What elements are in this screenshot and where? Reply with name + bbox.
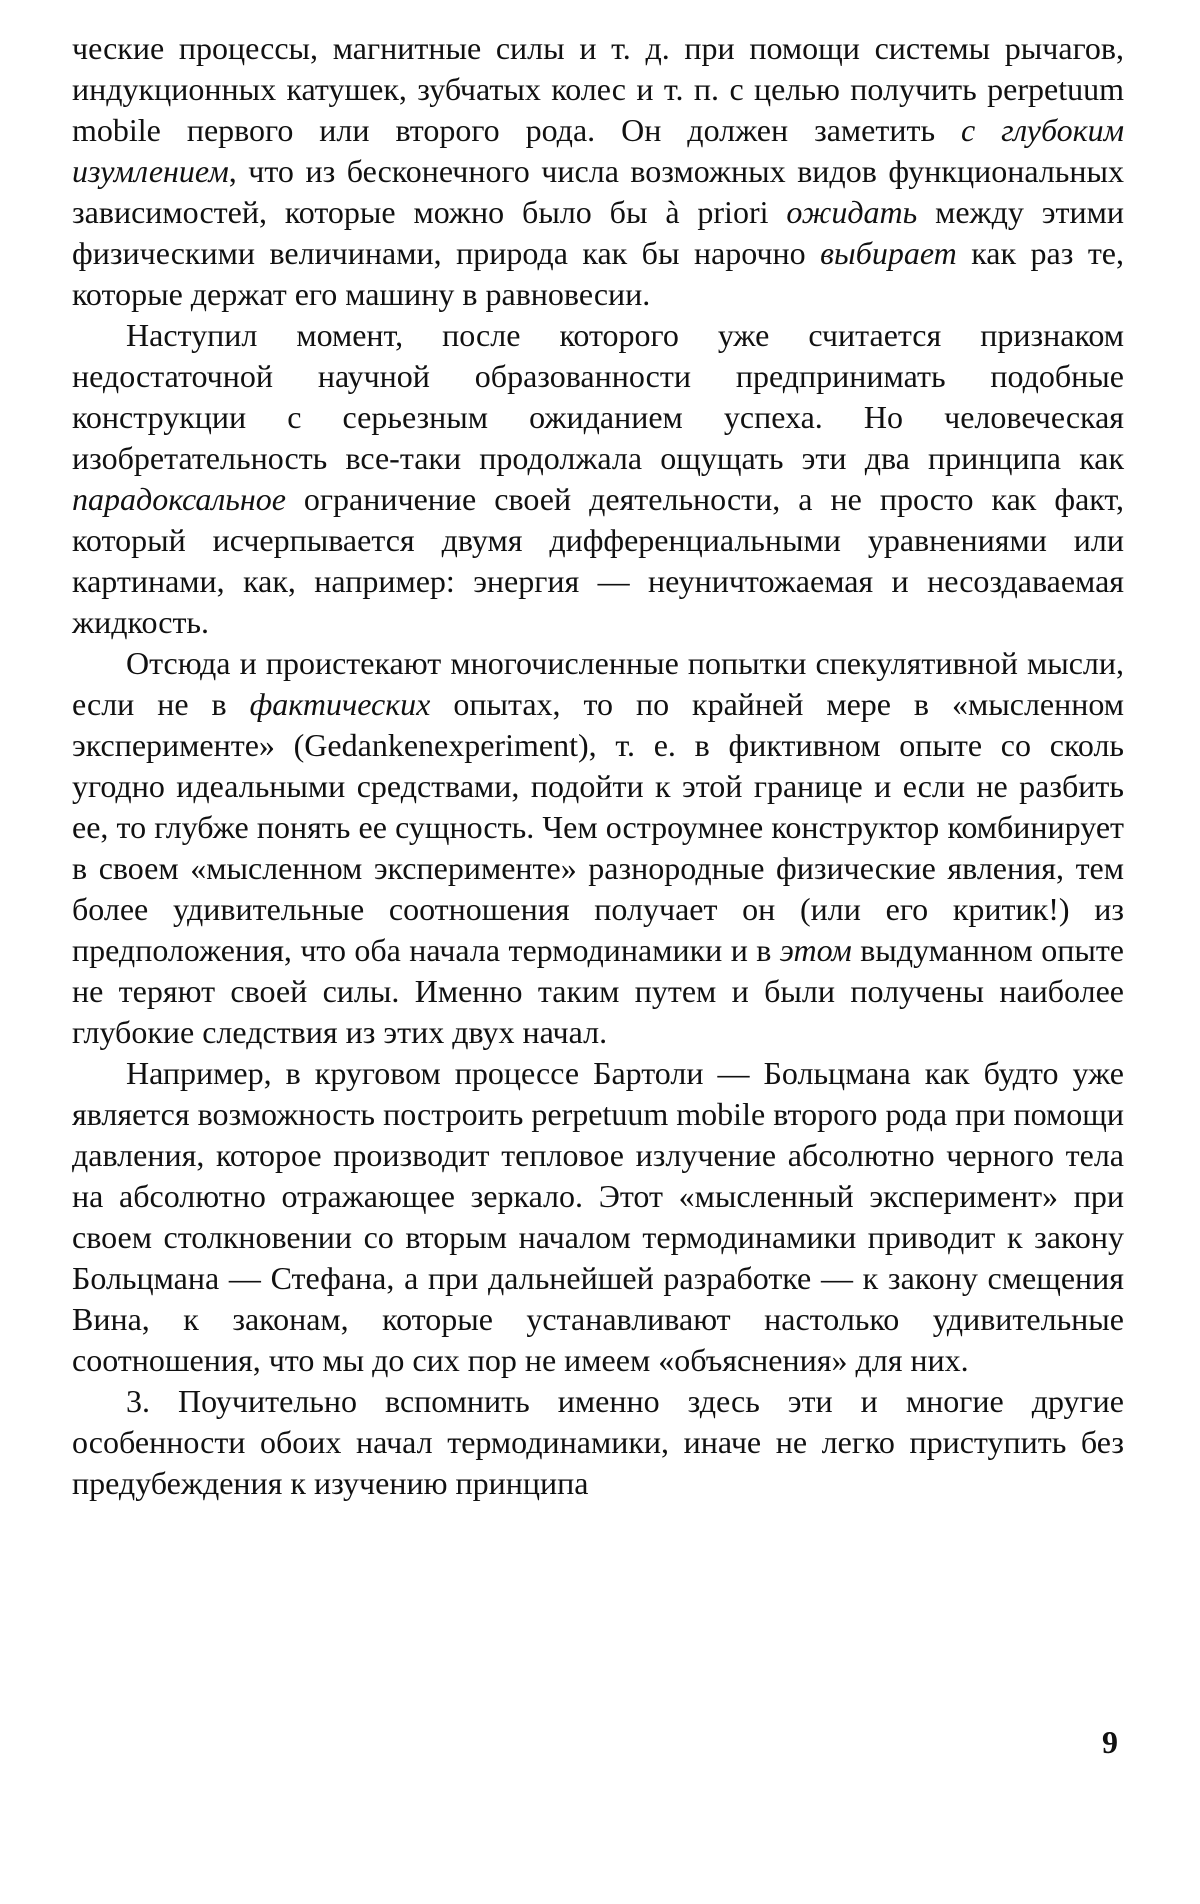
paragraph	[72, 1381, 1124, 1504]
text-run: между этими физическими величинами, природа как бы нарочно	[72, 194, 1125, 271]
text-run: как раз те, которые держат его машину в равновесии.	[72, 235, 1125, 312]
italic-phrase: выбирает	[820, 235, 957, 271]
italic-phrase: парадоксальное	[72, 481, 286, 517]
text-run: опытах, то по крайней мере в «мысленном эксперименте» (Gedankenexperiment), т. е. в фиктивном опыте со сколь угодно идеальными средствами, подойти к этой границе и если не разбить ее, то глубже понять ее сущность. Чем остроумнее конструктор комбинирует в своем «мысленном эксперименте» разнородные физические явления, тем более удивительные соотношения получает он (или его критик!) из предположения, что оба начала термодинамики и в	[72, 686, 1125, 968]
text-run: 3. Поучительно вспомнить именно здесь эти и многие другие особенности обоих начал термодинамики, иначе не легко приступить без предубеждения к изучению принципа	[72, 1383, 1124, 1501]
text-run: ческие процессы, магнитные силы и т. д. при помощи системы рычагов, индукционных катушек, зубчатых колес и т. п. с целью получить perpetuum mobile первого или второго рода. Он должен заметить	[72, 30, 1124, 148]
italic-phrase: этом	[779, 932, 852, 968]
paragraph	[72, 643, 1124, 1053]
text-run: Отсюда и проистекают многочисленные попытки спекулятивной мысли, если не в	[72, 645, 1124, 722]
paragraph	[72, 1053, 1124, 1381]
italic-phrase: ожидать	[786, 194, 918, 230]
text-run: , что из бесконечного числа возможных видов функциональных зависимостей, которые можно было бы à priori	[72, 153, 1124, 230]
text-run: выдуманном опыте не теряют своей силы. Именно таким путем и были получены наиболее глубокие следствия из этих двух начал.	[72, 932, 1125, 1050]
text-run: ограничение своей деятельности, а не просто как факт, который исчерпывается двумя дифференциальными уравнениями или картинами, как, например: энергия — неуничтожаемая и несоздаваемая жидкость.	[72, 481, 1124, 640]
page-number: 9	[1102, 1724, 1118, 1760]
paragraph	[72, 28, 1124, 315]
italic-phrase: фактических	[249, 686, 431, 722]
italic-phrase: с глубоким изумлением	[72, 112, 1125, 189]
body-text	[72, 28, 1124, 1504]
paragraph	[72, 315, 1124, 643]
text-run: Наступил момент, после которого уже считается признаком недостаточной научной образованности предпринимать подобные конструкции с серьезным ожиданием успеха. Но человеческая изобретательность все-таки продолжала ощущать эти два принципа как	[72, 317, 1124, 476]
text-run: Например, в круговом процессе Бартоли — Больцмана как будто уже является возможность построить perpetuum mobile второго рода при помощи давления, которое производит тепловое излучение абсолютно черного тела на абсолютно отражающее зеркало. Этот «мысленный эксперимент» при своем столкновении со вторым началом термодинамики приводит к закону Больцмана — Стефана, а при дальнейшей разработке — к закону смещения Вина, к законам, которые устанавливают настолько удивительные соотношения, что мы до сих пор не имеем «объяснения» для них.	[72, 1055, 1124, 1378]
